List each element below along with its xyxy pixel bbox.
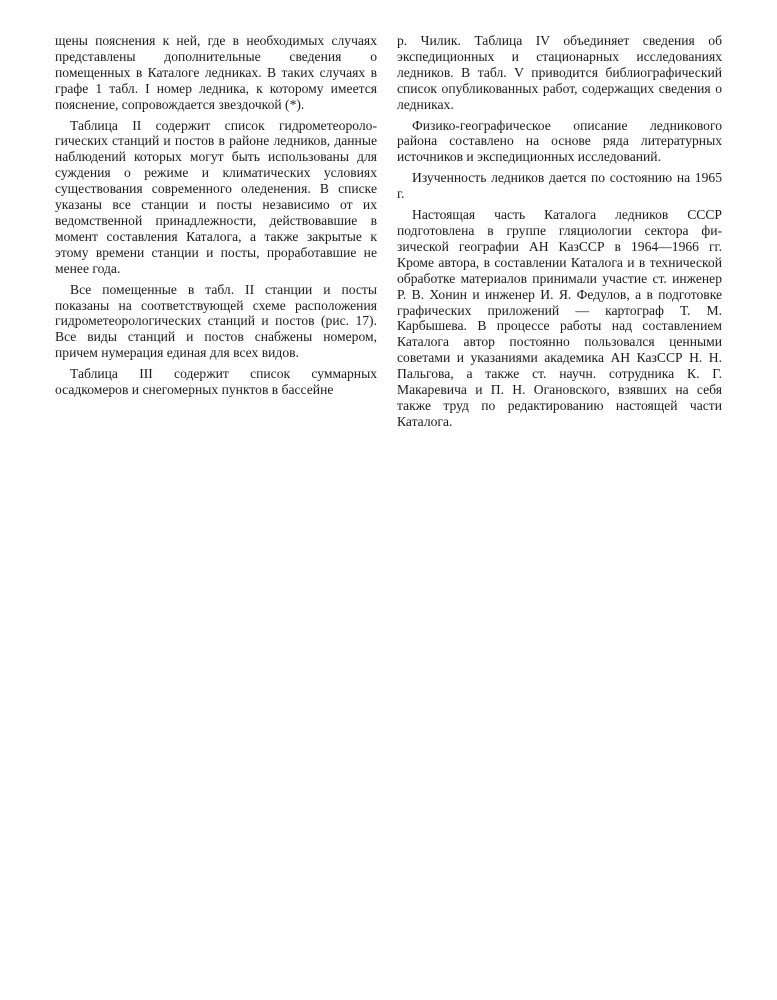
left-text-column [55,33,377,403]
paragraph-acknowledgements: Настоящая часть Каталога ледников СССР подготовлена в группе гляциологии сектора физической географии АН КазССР в 1964—1966 гг. Кроме автора, в составлении Каталога и в технической обработке материалов принимали участие ст. инженер Р. В. Хонин и инженер И. Я. Федулов, а в подготовке графических приложений — картограф Т. М. Карбышева. В процессе работы над составлением Каталога автор постоянно пользовался ценными советами и указаниями академика АН КазССР Н. Н. Пальгова, а также ст. научн. сотрудника К. Г. Макаревича и П. Н. Огановского, взявших на себя также труд по редактированию настоящей части Каталога. [397,207,722,429]
right-text-column [397,33,722,435]
paragraph-study-status: Изученность ледников дается по состоянию на 1965 г. [397,170,722,202]
paragraph-table-iv-v: р. Чилик. Таблица IV объединяет сведения об экспедиционных и стационарных исследованиях ледников. В табл. V приводится библиографический список опубликованных работ, содержащих сведения о ледниках. [397,33,722,112]
paragraph-physgeo-description: Физико-географическое описание ледникового района составлено на основе ряда литературных источников и экспедиционных исследований. [397,117,722,165]
paragraph-continuation: щены пояснения к ней, где в необходимых случаях представлены дополнительные сведения о помещенных в Каталоге ледниках. В таких случаях в графе 1 табл. I номер ледника, к которому имеется пояснение, сопровождается звездочкой (*). [55,33,377,112]
paragraph-table-ii: Таблица II содержит список гидрометеорологических станций и постов в районе ледников, данные наблюдений которых могут быть использованы для суждения о режиме и климатических условиях существования современного оледенения. В списке указаны все станции и посты независимо от их ведомственной принадлежности, действовавшие в момент составления Каталога, а также закрытые к этому времени станции и посты, проработавшие не менее года. [55,117,377,276]
paragraph-table-iii: Таблица III содержит список суммарных осадкомеров и снегомерных пунктов в бассейне [55,366,377,398]
paragraph-stations-map: Все помещенные в табл. II станции и посты показаны на соответствующей схеме расположения гидрометеорологических станций и постов (рис. 17). Все виды станций и постов снабжены номером, причем нумерация единая для всех видов. [55,281,377,361]
